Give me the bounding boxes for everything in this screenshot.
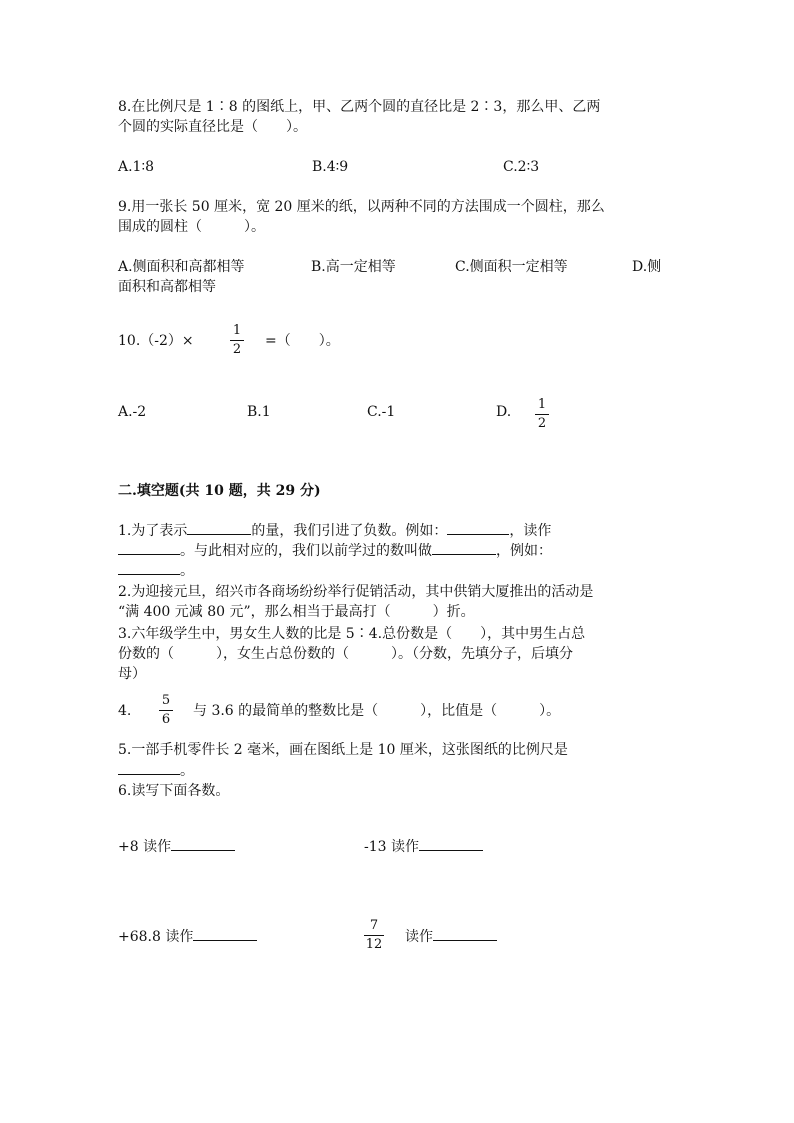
f5-line1: 5.一部手机零件长 2 毫米，画在图纸上是 10 厘米，这张图纸的比例尺是	[118, 742, 568, 758]
f4-text: 与 3.6 的最简单的整数比是（ ），比值是（ ）。	[193, 703, 561, 719]
f4-frac-num: 5	[161, 693, 171, 708]
q9-option-a: A.侧面积和高都相等	[118, 259, 245, 275]
f5-line2	[118, 760, 194, 781]
f6-item-1-text: +8 读作	[118, 839, 172, 855]
section-title: 二.填空题(共 10 题，共 29 分)	[118, 483, 321, 499]
f1-blank-3[interactable]	[118, 540, 180, 555]
f6-item-1-blank[interactable]	[171, 836, 235, 851]
f1-text-4: 。与此相对应的，我们以前学过的数叫做	[180, 543, 432, 559]
f1-text-6: 。	[180, 563, 194, 579]
f2-line1: 2.为迎接元旦，绍兴市各商场纷纷举行促销活动，其中供销大厦推出的活动是	[118, 584, 594, 600]
f1-text-5: ，例如：	[496, 543, 552, 559]
q10-option-c: C.-1	[367, 404, 396, 420]
f6-item-2	[364, 836, 483, 857]
f4-frac-bar	[159, 710, 173, 711]
f1-line1	[118, 520, 551, 541]
f6-item-4-frac-num: 7	[369, 918, 379, 933]
q10-d-frac-num: 1	[537, 397, 547, 412]
q8-line1: 8.在比例尺是 1∶8 的图纸上，甲、乙两个圆的直径比是 2∶3，那么甲、乙两	[118, 99, 601, 115]
q10-option-b: B.1	[247, 404, 271, 420]
q10-d-frac-den: 2	[537, 416, 547, 431]
f4-number: 4.	[118, 703, 132, 719]
q10-option-a: A.-2	[118, 404, 147, 420]
f1-blank-2[interactable]	[447, 520, 509, 535]
q9-line2: 围成的圆柱（ ）。	[118, 219, 265, 235]
q10-option-d: D.	[496, 404, 512, 420]
f1-line3	[118, 560, 194, 581]
f6-item-4-frac-bar	[364, 935, 384, 936]
f2-line2: “满 400 元减 80 元”，那么相当于最高打（ ）折。	[118, 604, 475, 620]
q9-option-b: B.高一定相等	[311, 259, 396, 275]
f6-item-3	[118, 926, 257, 947]
q8-option-b: B.4∶9	[312, 159, 349, 175]
f3-line3: 母）	[118, 666, 146, 682]
q10-frac-num: 1	[232, 323, 242, 338]
f1-line2	[118, 540, 552, 561]
q9-line1: 9.用一张长 50 厘米，宽 20 厘米的纸，以两种不同的方法围成一个圆柱，那么	[118, 199, 605, 215]
q10-fraction	[230, 324, 244, 357]
f6-item-1	[118, 836, 235, 857]
f6-item-4-blank[interactable]	[433, 926, 497, 941]
f6-item-4-text: 读作	[405, 929, 433, 945]
q8-option-c: C.2∶3	[503, 159, 540, 175]
f4-frac-den: 6	[161, 712, 171, 727]
q10-suffix: =（ ）。	[265, 333, 340, 349]
f6-title: 6.读写下面各数。	[118, 783, 230, 799]
f5-end: 。	[180, 763, 194, 779]
f6-item-2-text: -13 读作	[364, 839, 419, 855]
f1-text-2: 的量，我们引进了负数。例如：	[251, 523, 448, 539]
f6-item-4	[405, 926, 497, 947]
f5-blank[interactable]	[118, 760, 180, 775]
f6-item-4-fraction	[364, 919, 384, 952]
f3-line2: 份数的（ ），女生占总份数的（ ）。（分数，先填分子，后填分	[118, 646, 573, 662]
f3-line1: 3.六年级学生中，男女生人数的比是 5∶4.总份数是（ ），其中男生占总	[118, 626, 586, 642]
f1-blank-1[interactable]	[187, 520, 251, 535]
q10-prefix: 10.（-2）×	[118, 333, 194, 349]
q10-frac-den: 2	[232, 342, 242, 357]
q9-option-c: C.侧面积一定相等	[455, 259, 568, 275]
f6-item-2-blank[interactable]	[419, 836, 483, 851]
q9-option-d: D.侧	[632, 259, 662, 275]
f6-item-3-blank[interactable]	[193, 926, 257, 941]
f1-text-1: 1.为了表示	[118, 523, 188, 539]
q10-d-frac-bar	[535, 414, 549, 415]
f1-blank-5[interactable]	[118, 560, 180, 575]
f1-text-3: ，读作	[509, 523, 552, 539]
q8-option-a: A.1∶8	[118, 159, 155, 175]
q10-frac-bar	[230, 340, 244, 341]
f1-blank-4[interactable]	[432, 540, 496, 555]
q8-line2: 个圆的实际直径比是（ ）。	[118, 119, 307, 135]
f6-item-3-text: +68.8 读作	[118, 929, 194, 945]
q9-option-d-cont: 面积和高都相等	[118, 279, 216, 295]
f4-fraction	[159, 694, 173, 727]
f6-item-4-frac-den: 12	[365, 937, 383, 952]
q10-option-d-fraction	[535, 398, 549, 431]
